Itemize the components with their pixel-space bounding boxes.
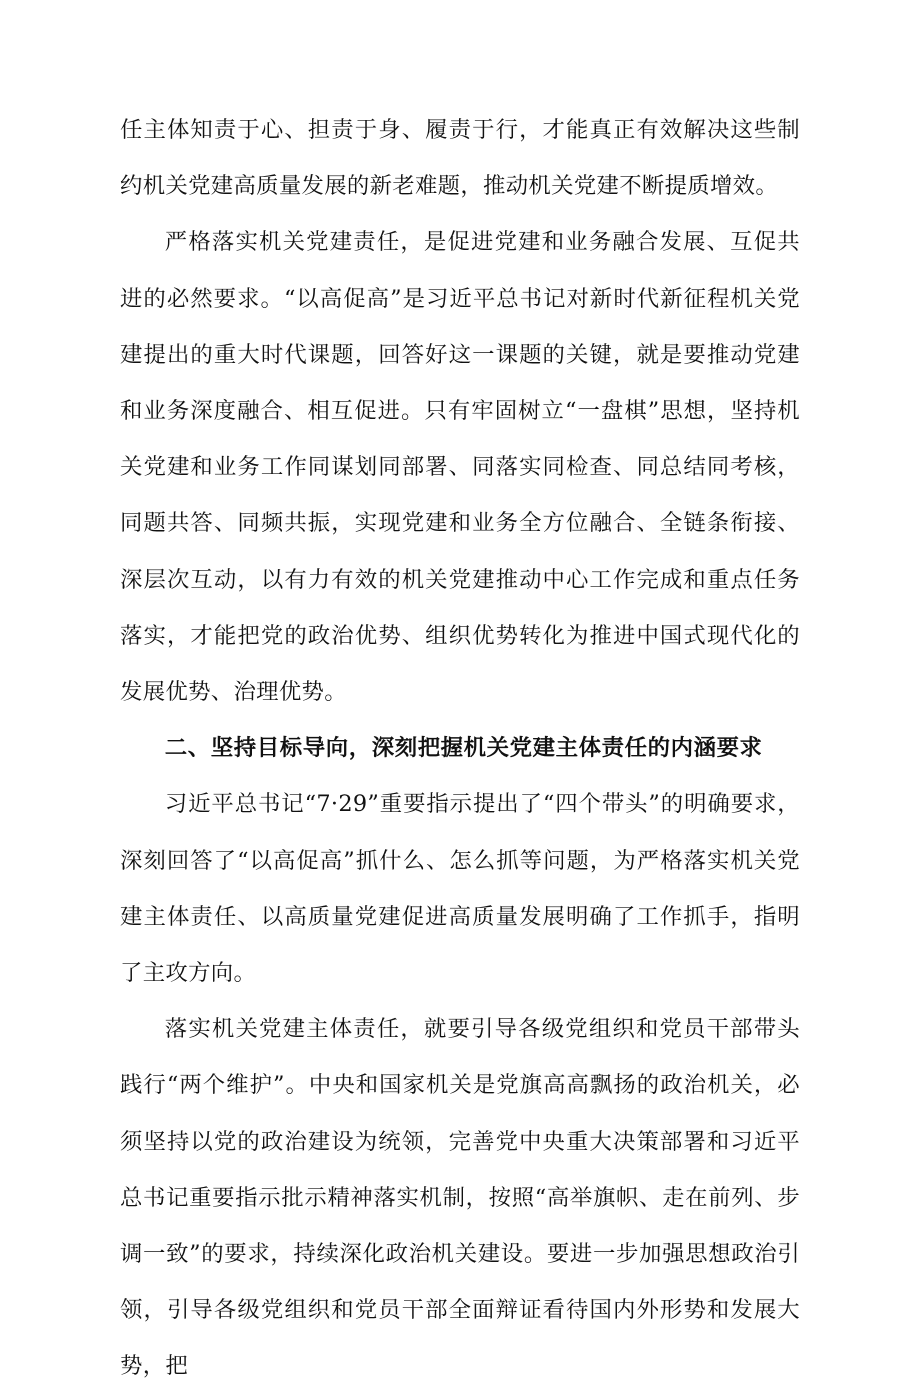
paragraph-body: 习近平总书记“7·29”重要指示提出了“四个带头”的明确要求，深刻回答了“以高促高”抓什么、怎么抓等问题，为严格落实机关党建主体责任、以高质量党建促进高质量发展明确了工作抓手，指明了主攻方向。 bbox=[120, 791, 800, 987]
paragraph-body: 落实机关党建主体责任，就要引导各级党组织和党员干部带头践行“两个维护”。中央和国家机关是党旗高高飘扬的政治机关，必须坚持以党的政治建设为统领，完善党中央重大决策部署和习近平总书记重要指示批示精神落实机制，按照“高举旗帜、走在前列、步调一致”的要求，持续深化政治机关建设。要进一步加强思想政治引领，引导各级党组织和党员干部全面辩证看待国内外形势和发展大势，把 bbox=[120, 1016, 800, 1380]
paragraph-body: 严格落实机关党建责任，是促进党建和业务融合发展、互促共进的必然要求。“以高促高”是习近平总书记对新时代新征程机关党建提出的重大时代课题，回答好这一课题的关键，就是要推动党建和业务深度融合、相互促进。只有牢固树立“一盘棋”思想，坚持机关党建和业务工作同谋划同部署、同落实同检查、同总结同考核，同题共答、同频共振，实现党建和业务全方位融合、全链条衔接、深层次互动，以有力有效的机关党建推动中心工作完成和重点任务落实，才能把党的政治优势、组织优势转化为推进中国式现代化的发展优势、治理优势。 bbox=[120, 229, 800, 706]
section-heading: 二、坚持目标导向，深刻把握机关党建主体责任的内涵要求 bbox=[164, 735, 763, 762]
document-body bbox=[120, 102, 800, 1395]
paragraph-continuation: 任主体知责于心、担责于身、履责于行，才能真正有效解决这些制约机关党建高质量发展的新老难题，推动机关党建不断提质增效。 bbox=[120, 117, 800, 200]
